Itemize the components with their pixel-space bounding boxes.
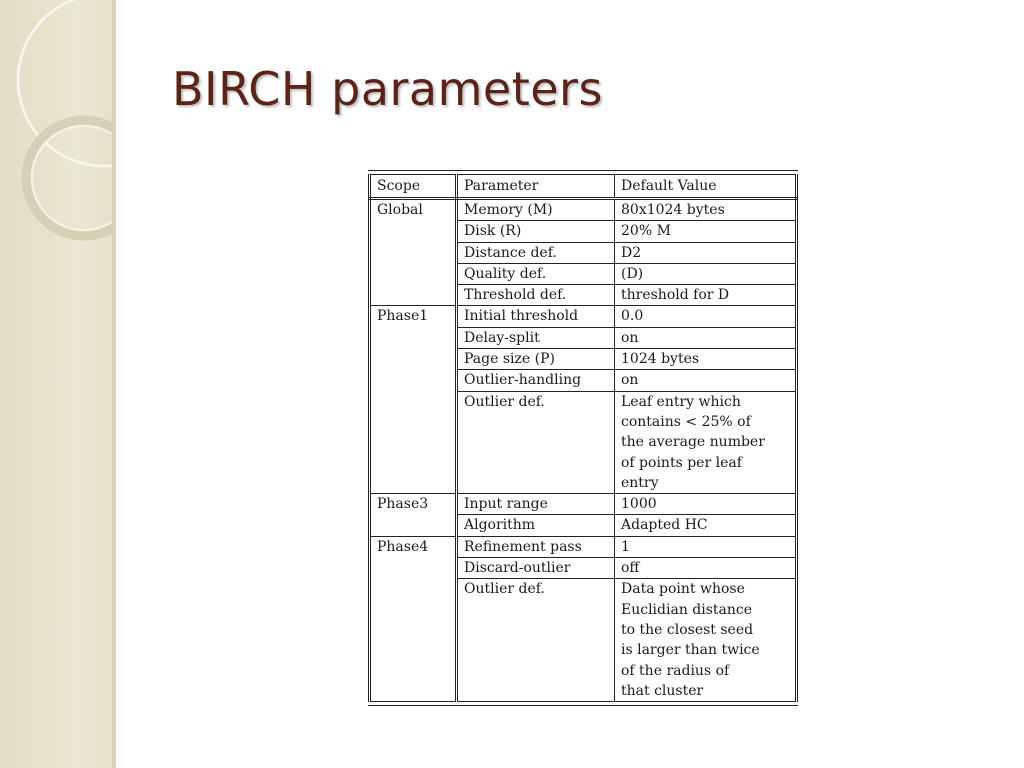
default-value-line: 1 (621, 538, 630, 555)
default-value-line: threshold for D (621, 287, 730, 304)
parameter-cell: Outlier-handling (457, 370, 615, 391)
parameter-cell: Algorithm (457, 515, 615, 536)
parameter-cell: Threshold def. (457, 285, 615, 306)
table-row (370, 494, 797, 515)
default-value-line: off (621, 560, 640, 577)
parameters-table (368, 174, 798, 702)
default-value-line: of the radius of (621, 662, 730, 679)
default-value-line: D2 (621, 244, 642, 261)
scope-cell: Phase1 (370, 306, 457, 494)
default-value-line: 1000 (621, 496, 657, 513)
table-row (370, 306, 797, 327)
scope-cell: Global (370, 199, 457, 306)
default-value-cell (615, 370, 797, 391)
default-value-line: 0.0 (621, 308, 644, 325)
default-value-cell (615, 515, 797, 536)
parameter-cell: Outlier def. (457, 391, 615, 493)
header-scope: Scope (370, 175, 457, 199)
table-header-row (370, 175, 797, 199)
default-value-line: Adapted HC (621, 517, 708, 534)
large-circle-outline (18, 0, 116, 166)
parameter-cell: Page size (P) (457, 349, 615, 370)
default-value-line: (D) (621, 265, 644, 282)
default-value-line: Euclidian distance (621, 601, 753, 618)
default-value-cell (615, 199, 797, 221)
circles-decoration (0, 0, 116, 768)
parameter-cell: Outlier def. (457, 579, 615, 702)
default-value-cell (615, 349, 797, 370)
default-value-line: 20% M (621, 223, 671, 240)
table-row (370, 199, 797, 221)
default-value-line: 80x1024 bytes (621, 202, 725, 218)
table-body (370, 199, 797, 702)
default-value-cell (615, 494, 797, 515)
left-panel-edge (112, 0, 116, 768)
medium-circle-outline (26, 120, 116, 236)
parameter-cell: Delay-split (457, 327, 615, 348)
parameter-cell: Distance def. (457, 242, 615, 263)
default-value-line: that cluster (621, 682, 704, 699)
default-value-cell (615, 306, 797, 327)
parameter-cell: Memory (M) (457, 199, 615, 221)
scope-cell: Phase3 (370, 494, 457, 537)
slide-title: BIRCH parameters (172, 62, 603, 116)
header-default-value: Default Value (615, 175, 797, 199)
default-value-line: is larger than twice (621, 642, 760, 659)
header-parameter: Parameter (457, 175, 615, 199)
parameter-cell: Input range (457, 494, 615, 515)
default-value-line: Data point whose (621, 581, 745, 598)
default-value-cell (615, 579, 797, 702)
default-value-line: on (621, 372, 639, 389)
default-value-cell (615, 242, 797, 263)
default-value-line: contains < 25% of (621, 413, 751, 430)
scope-cell: Phase4 (370, 536, 457, 701)
default-value-line: entry (621, 474, 659, 491)
default-value-line: 1024 bytes (621, 351, 700, 368)
default-value-line: on (621, 329, 639, 346)
parameter-cell: Discard-outlier (457, 558, 615, 579)
default-value-line: of points per leaf (621, 454, 742, 471)
default-value-line: to the closest seed (621, 621, 754, 638)
parameters-table-figure (368, 170, 798, 706)
default-value-cell (615, 391, 797, 493)
default-value-line: the average number (621, 434, 765, 451)
default-value-line: Leaf entry which (621, 393, 741, 410)
table-bottom-rule (368, 705, 798, 706)
default-value-cell (615, 327, 797, 348)
left-decorative-panel (0, 0, 112, 768)
table-row (370, 536, 797, 557)
default-value-cell (615, 221, 797, 242)
default-value-cell (615, 263, 797, 284)
parameter-cell: Refinement pass (457, 536, 615, 557)
default-value-cell (615, 536, 797, 557)
table-top-rule (368, 170, 798, 171)
parameter-cell: Initial threshold (457, 306, 615, 327)
parameter-cell: Disk (R) (457, 221, 615, 242)
default-value-cell (615, 558, 797, 579)
default-value-cell (615, 285, 797, 306)
parameter-cell: Quality def. (457, 263, 615, 284)
